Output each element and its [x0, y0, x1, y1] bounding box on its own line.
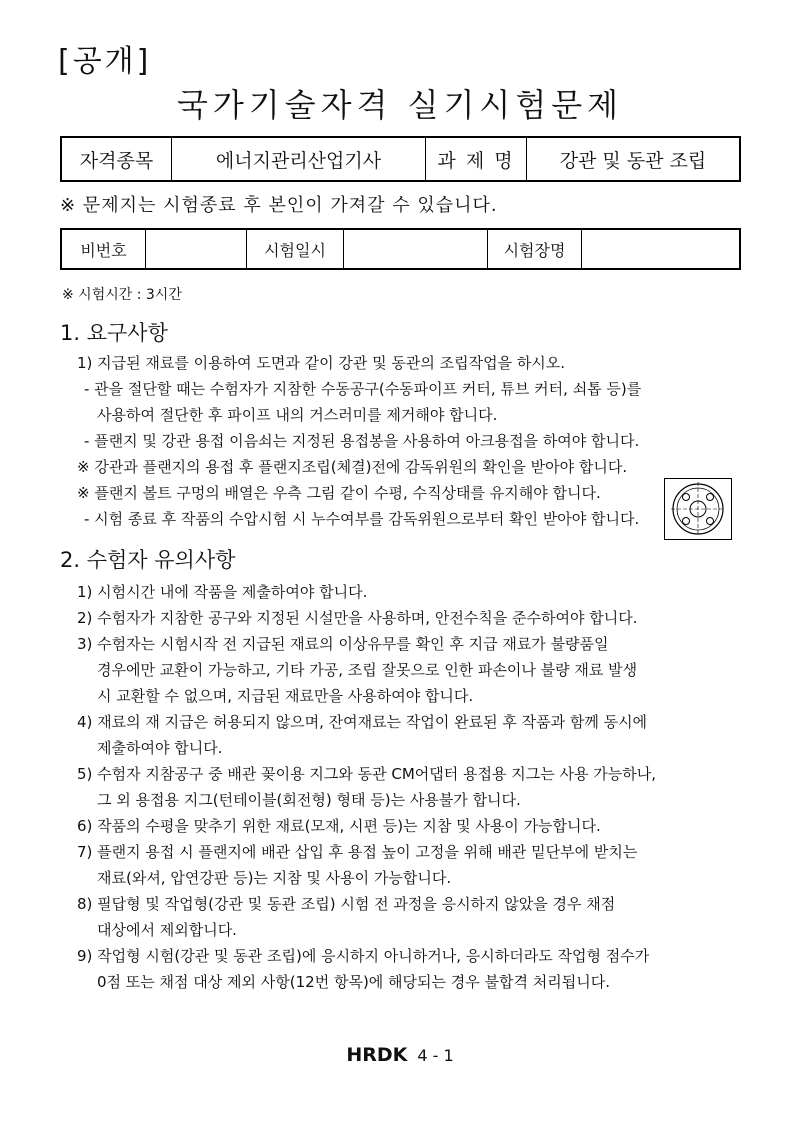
- precaution-line: 재료(와셔, 압연강판 등)는 지참 및 사용이 가능합니다.: [97, 869, 452, 887]
- requirement-line: - 플랜지 및 강관 용접 이음쇠는 지정된 용접봉을 사용하여 아크용접을 하여야 합니다.: [84, 432, 640, 450]
- exam-date-label: 시험일시: [247, 229, 344, 269]
- exam-place-label: 시험장명: [488, 229, 582, 269]
- precaution-line: 5) 수험자 지참공구 중 배관 꽂이용 지그와 동관 CM어댑터 용접용 지그는 사용 가능하나,: [77, 765, 656, 783]
- precaution-line: 9) 작업형 시험(강관 및 동관 조립)에 응시하지 아니하거나, 응시하더라도 작업형 점수가: [77, 947, 650, 965]
- precaution-line: 6) 작품의 수평을 맞추기 위한 재료(모재, 시편 등)는 지참 및 사용이 가능합니다.: [77, 817, 601, 835]
- page-title: 국가기술자격 실기시험문제: [176, 86, 624, 124]
- qualification-label: 자격종목: [61, 137, 172, 181]
- task-value: 강관 및 동관 조립: [527, 137, 741, 181]
- task-label: 과 제 명: [426, 137, 527, 181]
- precautions-heading: 2. 수험자 유의사항: [60, 548, 236, 572]
- requirement-line: - 관을 절단할 때는 수험자가 지참한 수동공구(수동파이프 커터, 튜브 커터, 쇠톱 등)를: [84, 380, 642, 398]
- precaution-line: 2) 수험자가 지참한 공구와 지정된 시설만을 사용하며, 안전수칙을 준수하여야 합니다.: [77, 609, 638, 627]
- requirement-line: 사용하여 절단한 후 파이프 내의 거스러미를 제거해야 합니다.: [97, 406, 498, 424]
- precaution-line: 4) 재료의 재 지급은 허용되지 않으며, 잔여재료는 작업이 완료된 후 작품과 함께 동시에: [77, 713, 648, 731]
- precaution-line: 1) 시험시간 내에 작품을 제출하여야 합니다.: [77, 583, 368, 601]
- precaution-line: 대상에서 제외합니다.: [97, 921, 237, 939]
- requirement-line: - 시험 종료 후 작품의 수압시험 시 누수여부를 감독위원으로부터 확인 받아야 합니다.: [84, 510, 640, 528]
- precaution-line: 3) 수험자는 시험시작 전 지급된 재료의 이상유무를 확인 후 지급 재료가 불량품일: [77, 635, 609, 653]
- precaution-line: 시 교환할 수 없으며, 지급된 재료만을 사용하여야 합니다.: [97, 687, 474, 705]
- exam-number-label: 비번호: [61, 229, 146, 269]
- exam-number-value[interactable]: [146, 229, 247, 269]
- precaution-line: 7) 플랜지 용접 시 플랜지에 배관 삽입 후 용접 높이 고정을 위해 배관 밑단부에 받치는: [77, 843, 638, 861]
- precaution-line: 8) 필답형 및 작업형(강관 및 동관 조립) 시험 전 과정을 응시하지 않았을 경우 채점: [77, 895, 616, 913]
- flange-bolt-diagram: [664, 478, 732, 540]
- page-number: 4 - 1: [417, 1046, 454, 1065]
- page-footer: [0, 1044, 800, 1066]
- hrdk-logo: HRDK: [346, 1044, 408, 1066]
- requirement-line: ※ 플랜지 볼트 구멍의 배열은 우측 그림 같이 수평, 수직상태를 유지해야 합니다.: [77, 484, 601, 502]
- qualification-table: [60, 136, 741, 182]
- precaution-line: 그 외 용접용 지그(턴테이블(회전형) 형태 등)는 사용불가 합니다.: [97, 791, 521, 809]
- precaution-line: 제출하여야 합니다.: [97, 739, 223, 757]
- exam-info-table: [60, 228, 741, 270]
- precaution-line: 0점 또는 채점 대상 제외 사항(12번 항목)에 해당되는 경우 불합격 처리됩니다.: [97, 973, 610, 991]
- requirement-line: ※ 강관과 플랜지의 용접 후 플랜지조립(체결)전에 감독위원의 확인을 받아야 합니다.: [77, 458, 628, 476]
- exam-date-value[interactable]: [344, 229, 488, 269]
- qualification-value: 에너지관리산업기사: [172, 137, 426, 181]
- flange-bolt-icon: [665, 479, 731, 539]
- precaution-line: 경우에만 교환이 가능하고, 기타 가공, 조립 잘못으로 인한 파손이나 불량 재료 발생: [97, 661, 638, 679]
- requirements-heading: 1. 요구사항: [60, 321, 168, 345]
- public-tag: [공개]: [58, 44, 152, 79]
- exam-time: ※ 시험시간 : 3시간: [62, 287, 182, 303]
- notice-text: ※ 문제지는 시험종료 후 본인이 가져갈 수 있습니다.: [60, 195, 498, 216]
- exam-place-value[interactable]: [582, 229, 741, 269]
- requirement-line: 1) 지급된 재료를 이용하여 도면과 같이 강관 및 동관의 조립작업을 하시오.: [77, 354, 566, 372]
